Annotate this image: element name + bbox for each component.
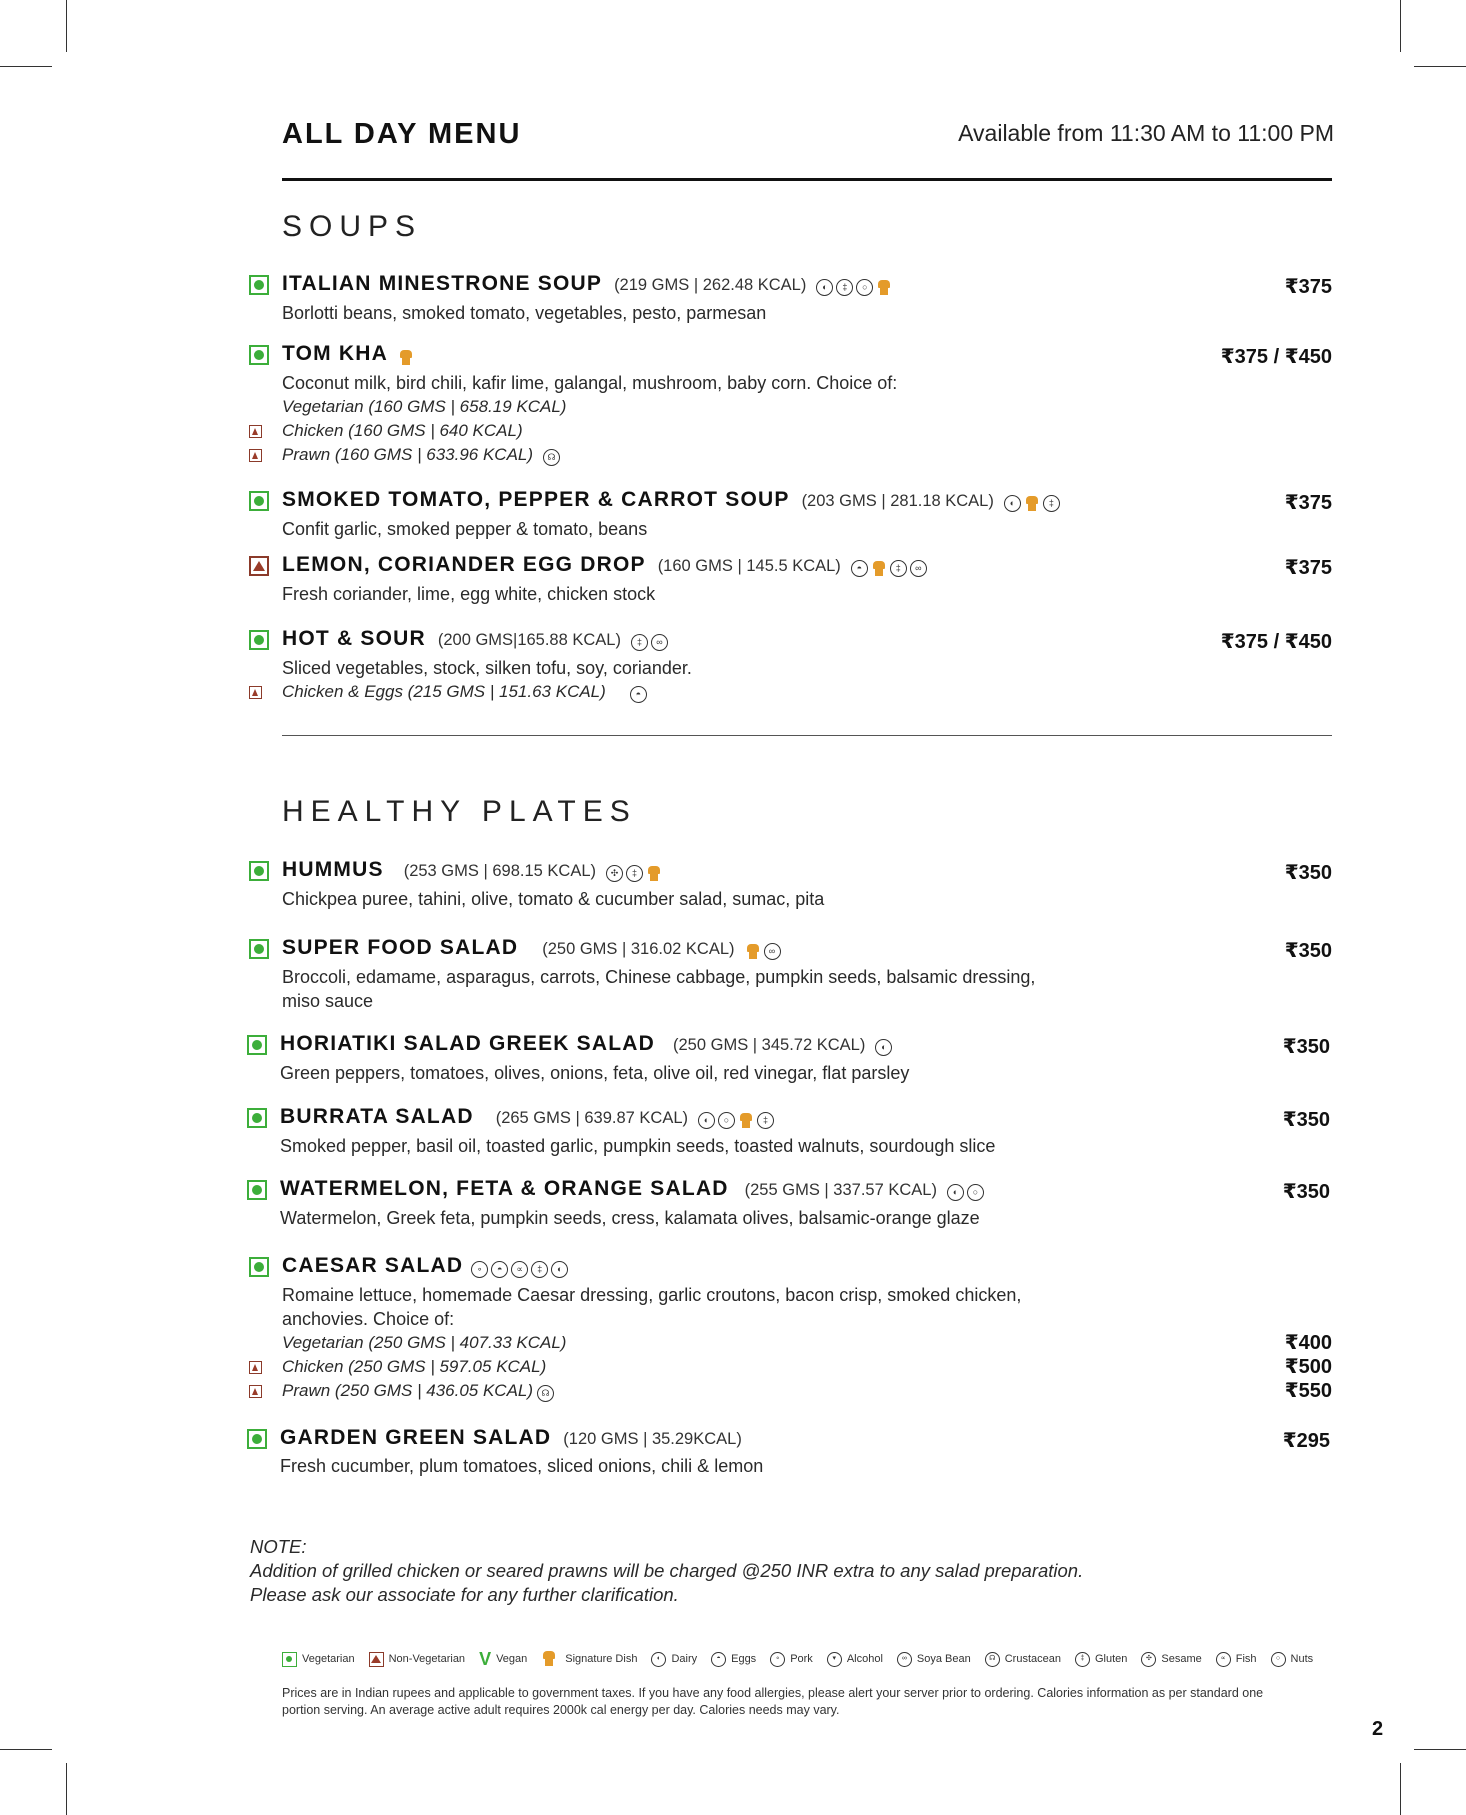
vegetarian-icon [247,1108,267,1128]
item-meta: (253 GMS | 698.15 KCAL) [403,862,596,880]
gluten-icon: ‡ [1043,495,1060,512]
fish-icon: ∝ [511,1261,528,1278]
item-option [282,419,1332,443]
item-price: ₹375 [1284,557,1332,579]
item-name: TOM KHA [282,342,389,365]
crop-mark [1414,1749,1466,1750]
menu-item [282,342,1332,469]
menu-item [282,936,1332,1013]
vegetarian-icon [247,1180,267,1200]
gluten-icon: ‡ [631,634,648,651]
pork-icon: ∘ [770,1652,785,1667]
gluten-icon: ‡ [1075,1652,1090,1667]
signature-dish-icon [745,943,761,961]
dairy-icon: ◐ [551,1261,568,1278]
item-name: SUPER FOOD SALAD [282,936,519,959]
option-label: Chicken (250 GMS | 597.05 KCAL) [282,1357,547,1376]
dairy-icon: ◐ [875,1039,892,1056]
crop-mark [1414,66,1466,67]
item-name: HOT & SOUR [282,627,426,650]
soya-bean-icon: ∞ [651,634,668,651]
option-price: ₹400 [1284,1332,1332,1354]
soya-bean-icon: ∞ [897,1652,912,1667]
legend-item [770,1652,813,1667]
vegetarian-icon [247,1429,267,1449]
crop-mark [1400,0,1401,52]
pork-icon: ∘ [471,1261,488,1278]
legend-label: Crustacean [1004,1653,1061,1665]
nuts-icon: ○ [856,279,873,296]
gluten-icon: ‡ [890,560,907,577]
item-meta: (265 GMS | 639.87 KCAL) [495,1109,688,1127]
signature-dish-icon [738,1112,754,1130]
non-vegetarian-icon [249,1385,262,1398]
eggs-icon: ◓ [851,560,868,577]
legend-item [897,1652,971,1667]
item-option [282,1331,1332,1355]
option-label: Chicken & Eggs (215 GMS | 151.63 KCAL) [282,682,606,701]
section-title-soups: SOUPS [282,210,423,243]
legend-item [985,1652,1061,1667]
non-vegetarian-icon [249,686,262,699]
note-line: Addition of grilled chicken or seared prawns will be charged @250 INR extra to any salad preparation. [250,1560,1084,1581]
menu-item [280,1177,1330,1230]
item-meta: (219 GMS | 262.48 KCAL) [614,276,807,294]
non-vegetarian-icon [369,1652,384,1667]
legend-label: Soya Bean [916,1653,971,1665]
item-price: ₹350 [1282,1181,1330,1203]
legend-item [1075,1652,1127,1667]
vegetarian-icon [249,630,269,650]
item-price: ₹350 [1284,940,1332,962]
legend-label: Eggs [731,1653,757,1665]
legend-item [1216,1652,1257,1667]
item-name: SMOKED TOMATO, PEPPER & CARROT SOUP [282,488,790,511]
menu-item [282,488,1332,541]
legend-item [711,1652,756,1667]
crustacean-icon: ☊ [985,1652,1000,1667]
crop-mark [0,1749,52,1750]
legend-label: Fish [1235,1653,1257,1665]
legend [282,1650,1332,1668]
item-description: Watermelon, Greek feta, pumpkin seeds, cress, kalamata olives, balsamic-orange glaze [280,1208,980,1228]
soya-bean-icon: ∞ [764,943,781,960]
vegetarian-icon [249,491,269,511]
item-meta: (203 GMS | 281.18 KCAL) [801,492,994,510]
option-label: Vegetarian (250 GMS | 407.33 KCAL) [282,1333,567,1352]
non-vegetarian-icon [249,1361,262,1374]
signature-dish-icon [398,349,414,367]
crop-mark [0,66,52,67]
page-number: 2 [1372,1718,1384,1740]
vegetarian-icon [247,1035,267,1055]
item-name: ITALIAN MINESTRONE SOUP [282,272,603,295]
option-price: ₹550 [1284,1380,1332,1402]
note-heading: NOTE: [250,1536,307,1557]
option-label: Vegetarian (160 GMS | 658.19 KCAL) [282,397,567,416]
section-divider [282,735,1332,736]
item-description: Coconut milk, bird chili, kafir lime, galangal, mushroom, baby corn. Choice of: [282,373,898,393]
crop-mark [1400,1763,1401,1815]
item-option [282,395,1332,419]
item-meta: (255 GMS | 337.57 KCAL) [744,1181,937,1199]
dairy-icon: ◐ [816,279,833,296]
nuts-icon: ○ [718,1112,735,1129]
eggs-icon: ◓ [491,1261,508,1278]
legend-item [282,1652,355,1667]
item-meta: (250 GMS | 316.02 KCAL) [542,940,735,958]
item-price: ₹375 / ₹450 [1220,346,1332,368]
note-block [250,1535,1083,1607]
item-description: Fresh coriander, lime, egg white, chicken stock [282,584,656,604]
legend-label: Pork [790,1653,813,1665]
legend-item [541,1650,637,1668]
crop-mark [66,1763,67,1815]
legend-label: Non-Vegetarian [388,1653,466,1665]
signature-dish-icon [871,560,887,578]
item-price: ₹295 [1282,1430,1330,1452]
option-label: Prawn (160 GMS | 633.96 KCAL) [282,445,534,464]
signature-dish-icon [1024,495,1040,513]
option-label: Prawn (250 GMS | 436.05 KCAL) [282,1381,534,1400]
item-description: Borlotti beans, smoked tomato, vegetables, pesto, parmesan [282,303,767,323]
item-description: Smoked pepper, basil oil, toasted garlic, pumpkin seeds, toasted walnuts, sourdough slice [280,1136,996,1156]
legend-item [1271,1652,1314,1667]
item-description: Broccoli, edamame, asparagus, carrots, Chinese cabbage, pumpkin seeds, balsamic dressing, miso sauce [282,967,1036,1011]
non-vegetarian-icon [249,449,262,462]
signature-dish-icon [541,1650,557,1668]
gluten-icon: ‡ [757,1112,774,1129]
item-name: WATERMELON, FETA & ORANGE SALAD [280,1177,729,1200]
vegetarian-icon [249,275,269,295]
non-vegetarian-icon [249,556,269,576]
item-name: HORIATIKI SALAD GREEK SALAD [280,1032,656,1055]
gluten-icon: ‡ [626,865,643,882]
legend-label: Nuts [1290,1653,1314,1665]
menu-item [282,272,1332,325]
item-name: GARDEN GREEN SALAD [280,1426,552,1449]
sesame-icon: ✣ [1141,1652,1156,1667]
disclaimer-text: Prices are in Indian rupees and applicable to government taxes. If you have any food allergies, please alert your server prior to ordering. Calories information as per standard one portion serving. An average active adult requires 2000k cal energy per day. Calories needs may vary. [282,1686,1264,1717]
gluten-icon: ‡ [836,279,853,296]
fish-icon: ∝ [1216,1652,1231,1667]
legend-item [479,1649,528,1669]
item-price: ₹375 / ₹450 [1220,631,1332,653]
item-price: ₹375 [1284,276,1332,298]
menu-item [282,1254,1332,1405]
item-name: LEMON, CORIANDER EGG DROP [282,553,646,576]
item-name: CAESAR SALAD [282,1254,464,1277]
legend-item [369,1652,465,1667]
menu-item [280,1032,1330,1085]
menu-header [282,110,1332,156]
item-option [282,680,1332,706]
dairy-icon: ◐ [947,1184,964,1201]
nuts-icon: ○ [1271,1652,1286,1667]
item-description: Romaine lettuce, homemade Caesar dressing, garlic croutons, bacon crisp, smoked chicken, anchovies. Choice of: [282,1285,1022,1329]
crustacean-icon: ☊ [537,1385,554,1402]
item-description: Confit garlic, smoked pepper & tomato, beans [282,519,648,539]
menu-item [282,553,1332,606]
eggs-icon: ◓ [630,686,647,703]
item-name: HUMMUS [282,858,384,881]
legend-item [827,1652,883,1667]
menu-item [282,858,1332,911]
item-description: Green peppers, tomatoes, olives, onions, feta, olive oil, red vinegar, flat parsley [280,1063,910,1083]
soya-bean-icon: ∞ [910,560,927,577]
item-meta: (160 GMS | 145.5 KCAL) [657,557,841,575]
legend-label: Vegan [496,1653,528,1665]
item-description: Sliced vegetables, stock, silken tofu, soy, coriander. [282,658,692,678]
item-name: BURRATA SALAD [280,1105,474,1128]
option-label: Chicken (160 GMS | 640 KCAL) [282,421,523,440]
legend-label: Alcohol [846,1653,883,1665]
sesame-icon: ✣ [606,865,623,882]
item-description: Chickpea puree, tahini, olive, tomato & cucumber salad, sumac, pita [282,889,825,909]
menu-item [280,1105,1330,1158]
legend-label: Gluten [1094,1653,1128,1665]
item-meta: (120 GMS | 35.29KCAL) [563,1430,742,1448]
dairy-icon: ◐ [651,1652,666,1667]
item-description: Fresh cucumber, plum tomatoes, sliced onions, chili & lemon [280,1456,764,1476]
dairy-icon: ◐ [1004,495,1021,512]
gluten-icon: ‡ [531,1261,548,1278]
legend-label: Signature Dish [565,1653,638,1665]
item-meta: (250 GMS | 345.72 KCAL) [673,1036,866,1054]
menu-title: ALL DAY MENU [282,118,522,150]
vegetarian-icon [249,861,269,881]
item-price: ₹350 [1284,862,1332,884]
section-title-healthy-plates: HEALTHY PLATES [282,795,637,828]
eggs-icon: ◓ [711,1652,726,1667]
item-option [282,1379,1332,1405]
legend-label: Sesame [1161,1653,1202,1665]
nuts-icon: ○ [967,1184,984,1201]
item-price: ₹375 [1284,492,1332,514]
vegan-icon: V [479,1649,492,1669]
vegetarian-icon [249,1257,269,1277]
note-line: Please ask our associate for any further clarification. [250,1584,679,1605]
option-price: ₹500 [1284,1356,1332,1378]
alcohol-icon: ▾ [827,1652,842,1667]
item-price: ₹350 [1282,1109,1330,1131]
signature-dish-icon [876,279,892,297]
legend-label: Dairy [671,1653,698,1665]
crustacean-icon: ☊ [543,449,560,466]
header-divider [282,178,1332,181]
vegetarian-icon [249,939,269,959]
item-option [282,1355,1332,1379]
signature-dish-icon [646,865,662,883]
vegetarian-icon [249,345,269,365]
item-price: ₹350 [1282,1036,1330,1058]
dairy-icon: ◐ [698,1112,715,1129]
menu-item [282,627,1332,706]
legend-label: Vegetarian [302,1653,355,1665]
menu-page [250,110,1334,1717]
menu-item [280,1426,1330,1478]
availability-text: Available from 11:30 AM to 11:00 PM [958,120,1334,146]
non-vegetarian-icon [249,425,262,438]
item-meta: (200 GMS|165.88 KCAL) [437,631,621,649]
legend-item [1141,1652,1201,1667]
crop-mark [66,0,67,52]
vegetarian-icon [282,1652,297,1667]
legend-item [651,1652,697,1667]
item-option [282,443,1332,469]
